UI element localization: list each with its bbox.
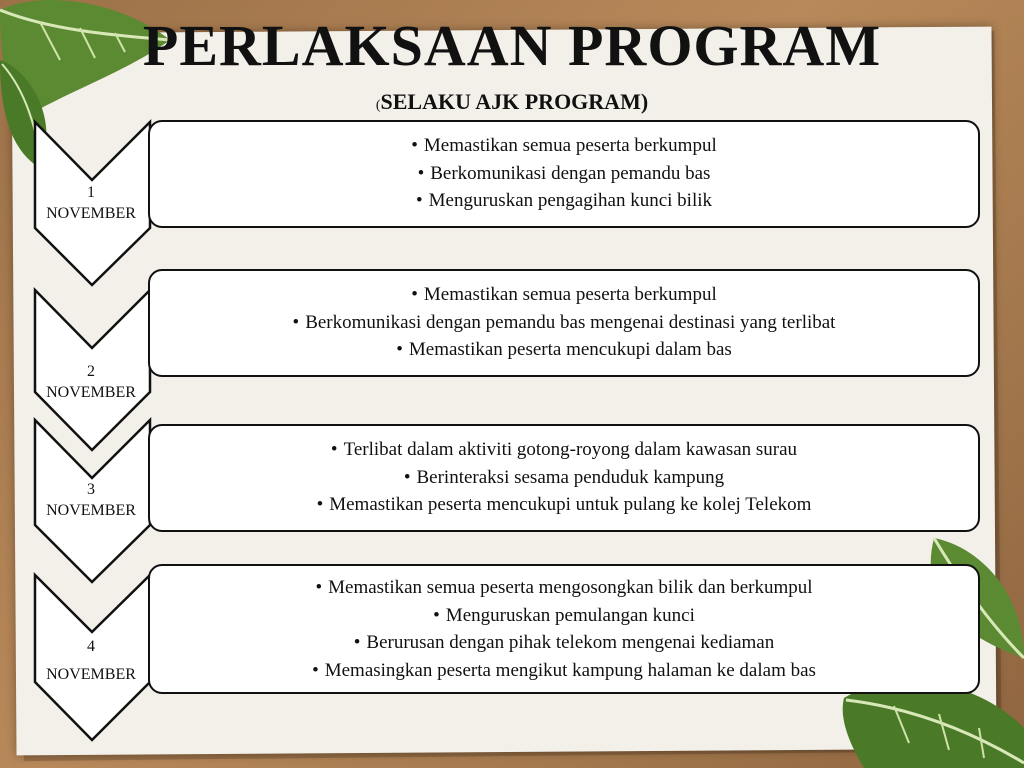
bullet-icon: • [411,135,418,156]
list-item: • Berinteraksi sesama penduduk kampung [403,466,725,488]
bullet-icon: • [417,162,425,184]
bullet-icon: • [415,190,423,211]
bullet-icon: • [396,339,403,360]
subtitle-text: SELAKU AJK PROGRAM) [380,89,649,114]
step-2-month: NOVEMBER [46,384,136,401]
step-3-date [30,479,152,521]
step-1-month: NOVEMBER [46,205,136,222]
list-item: • Menguruskan pemulangan kunci [433,604,695,626]
list-item: • Berkomunikasi dengan pemandu bas mengenai destinasi yang terlibat [292,311,836,333]
bullet-icon: • [312,659,319,681]
bullet-icon: • [330,439,338,460]
bullet-icon: • [316,494,324,515]
step-4-month: NOVEMBER [46,666,136,683]
step-1-box [148,120,980,228]
step-3-month: NOVEMBER [46,502,136,519]
list-item: • Memasingkan peserta mengikut kampung halaman ke dalam bas [312,659,816,681]
list-item: • Memastikan semua peserta mengosongkan bilik dan berkumpul [315,577,813,598]
step-4-day: 4 [87,638,95,655]
step-2-day: 2 [87,363,95,380]
bullet-icon: • [292,311,300,333]
list-item: • Terlibat dalam aktiviti gotong-royong dalam kawasan surau [330,439,798,460]
bullet-icon: • [411,284,418,305]
subtitle-open-paren: ( [375,98,381,113]
step-3-box [148,424,980,532]
list-item: • Memastikan peserta mencukupi untuk pulang ke kolej Telekom [316,494,812,515]
step-2-date [30,361,152,403]
bullet-icon: • [403,466,411,488]
list-item: • Memastikan semua peserta berkumpul [411,284,717,305]
step-1-list [411,132,717,215]
page-title: PERLAKSAAN PROGRAM [142,13,882,78]
list-item: • Berkomunikasi dengan pemandu bas [417,162,711,184]
step-4-date [30,633,152,689]
step-4-list [312,574,816,684]
step-2-list [293,281,836,364]
bullet-icon: • [433,604,440,626]
step-1-day: 1 [87,184,95,201]
bullet-icon: • [315,577,323,598]
step-2-box [148,269,980,377]
list-item: • Memastikan semua peserta berkumpul [411,135,717,156]
list-item: • Berurusan dengan pihak telekom mengenai kediaman [353,632,775,653]
step-4-box [148,564,980,694]
list-item: • Menguruskan pengagihan kunci bilik [415,190,712,211]
step-3-day: 3 [87,481,95,498]
step-1-date [30,182,152,224]
list-item: • Memastikan peserta mencukupi dalam bas [396,339,732,360]
step-3-list [317,436,812,519]
bullet-icon: • [353,632,361,653]
